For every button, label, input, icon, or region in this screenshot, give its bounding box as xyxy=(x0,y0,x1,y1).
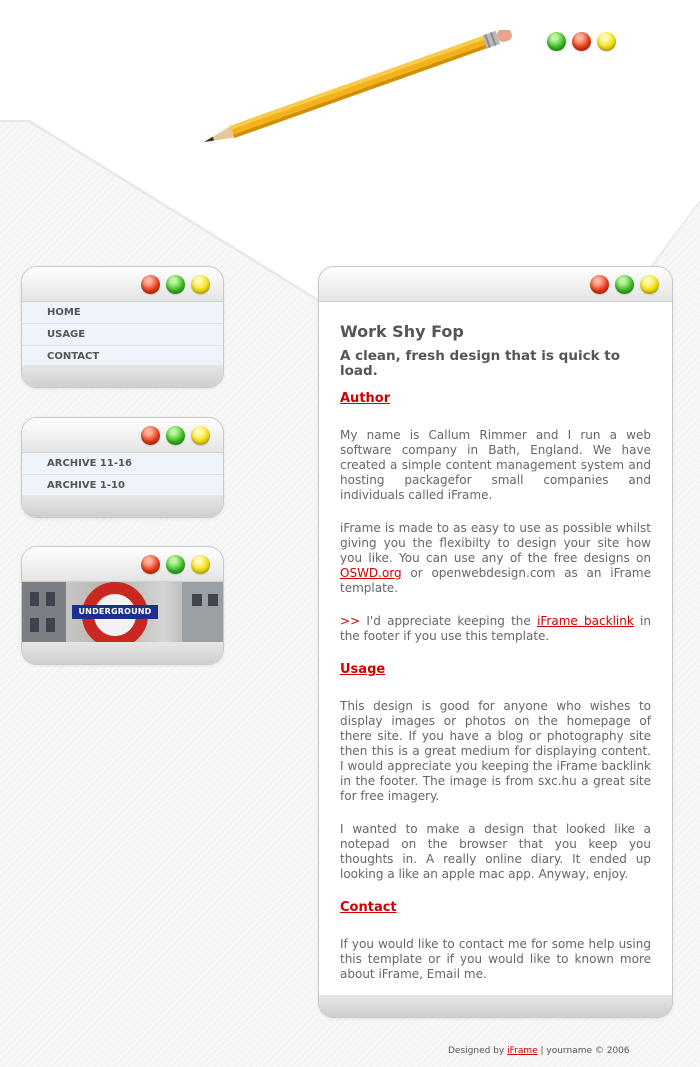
header-window-controls xyxy=(547,32,616,51)
green-dot-icon[interactable] xyxy=(166,426,185,445)
photo-box-titlebar xyxy=(22,547,223,582)
yellow-dot-icon xyxy=(597,32,616,51)
backlink-paragraph xyxy=(340,614,651,644)
contact-paragraph: If you would like to contact me for some help using this template or if you would like to known more about iFrame, Email me. xyxy=(340,937,651,981)
yellow-dot-icon[interactable] xyxy=(191,426,210,445)
photo-window xyxy=(30,592,39,606)
usage-heading[interactable]: Usage xyxy=(340,662,386,677)
content-box xyxy=(318,266,673,1018)
photo-window xyxy=(46,618,55,632)
red-dot-icon[interactable] xyxy=(141,275,160,294)
underground-photo xyxy=(22,582,223,646)
window-controls xyxy=(141,555,210,574)
contact-heading[interactable]: Contact xyxy=(340,900,397,915)
red-dot-icon[interactable] xyxy=(141,555,160,574)
page-footer xyxy=(448,1046,630,1056)
photo-building-left xyxy=(22,582,66,646)
usage-paragraph-1: This design is good for anyone who wishes to display images or photos on the homepage of there site. If you have a blog or photography site then this is a great medium for displaying content. I would appreciate you keeping the iFrame backlink in the footer. The image is from sxc.hu a great site for free imagery. xyxy=(340,699,651,803)
green-dot-icon[interactable] xyxy=(166,555,185,574)
green-dot-icon xyxy=(547,32,566,51)
yellow-dot-icon[interactable] xyxy=(191,275,210,294)
content-body xyxy=(319,302,672,982)
footer-copyright: | yourname © 2006 xyxy=(537,1046,630,1056)
page-subtitle: A clean, fresh design that is quick to load. xyxy=(340,348,620,379)
usage-paragraph-2: I wanted to make a design that looked like a notepad on the browser that you keep you thoughts in. A really online diary. It ended up looking a like an apple mac app. Anyway, enjoy. xyxy=(340,822,651,881)
archive-nav xyxy=(22,453,223,497)
backlink-tail: in the footer if you use this template. xyxy=(340,614,651,643)
main-nav xyxy=(22,302,223,368)
archive-box-footer xyxy=(22,495,223,517)
window-controls xyxy=(141,426,210,445)
content-box-titlebar xyxy=(319,267,672,302)
author-paragraph-2-tail: or openwebdesign.com as an iFrame template. xyxy=(340,566,651,595)
archive-box xyxy=(21,417,224,518)
oswd-link[interactable]: OSWD.org xyxy=(340,566,402,580)
photo-window xyxy=(46,592,55,606)
pencil-icon xyxy=(200,30,540,150)
archive-box-titlebar xyxy=(22,418,223,453)
author-paragraph-1: My name is Callum Rimmer and I run a web software company in Bath, England. We have created a simple content management system and hosting packagefor small companies and individuals called iFrame. xyxy=(340,428,651,502)
iframe-backlink[interactable]: iFrame backlink xyxy=(537,614,634,628)
footer-text: Designed by xyxy=(448,1046,508,1056)
photo-box-footer xyxy=(22,642,223,664)
arrow-marker: >> xyxy=(340,614,361,628)
red-dot-icon xyxy=(572,32,591,51)
nav-item-archive-1-10[interactable]: ARCHIVE 1-10 xyxy=(22,475,223,497)
photo-window xyxy=(192,594,202,606)
nav-item-contact[interactable]: CONTACT xyxy=(22,346,223,368)
nav-box-titlebar xyxy=(22,267,223,302)
nav-item-home[interactable]: HOME xyxy=(22,302,223,324)
author-paragraph-2 xyxy=(340,521,651,596)
photo-window xyxy=(208,594,218,606)
photo-window xyxy=(30,618,39,632)
underground-sign-text: UNDERGROUND xyxy=(72,605,158,619)
yellow-dot-icon[interactable] xyxy=(640,275,659,294)
nav-box xyxy=(21,266,224,388)
window-controls xyxy=(141,275,210,294)
window-controls xyxy=(590,275,659,294)
backlink-text: I'd appreciate keeping the xyxy=(360,614,538,628)
content-box-footer xyxy=(319,995,672,1017)
red-dot-icon[interactable] xyxy=(590,275,609,294)
page-title: Work Shy Fop xyxy=(340,322,464,341)
author-paragraph-2-text: iFrame is made to as easy to use as possible whilst giving you the flexibilty to design your site how you like. You can use any of the free designs on xyxy=(340,521,651,565)
photo-building-right xyxy=(182,582,223,646)
green-dot-icon[interactable] xyxy=(166,275,185,294)
green-dot-icon[interactable] xyxy=(615,275,634,294)
nav-box-footer xyxy=(22,365,223,387)
nav-item-usage[interactable]: USAGE xyxy=(22,324,223,346)
red-dot-icon[interactable] xyxy=(141,426,160,445)
nav-item-archive-11-16[interactable]: ARCHIVE 11-16 xyxy=(22,453,223,475)
footer-iframe-link[interactable]: iFrame xyxy=(507,1046,538,1056)
yellow-dot-icon[interactable] xyxy=(191,555,210,574)
author-heading[interactable]: Author xyxy=(340,391,391,406)
photo-box xyxy=(21,546,224,665)
